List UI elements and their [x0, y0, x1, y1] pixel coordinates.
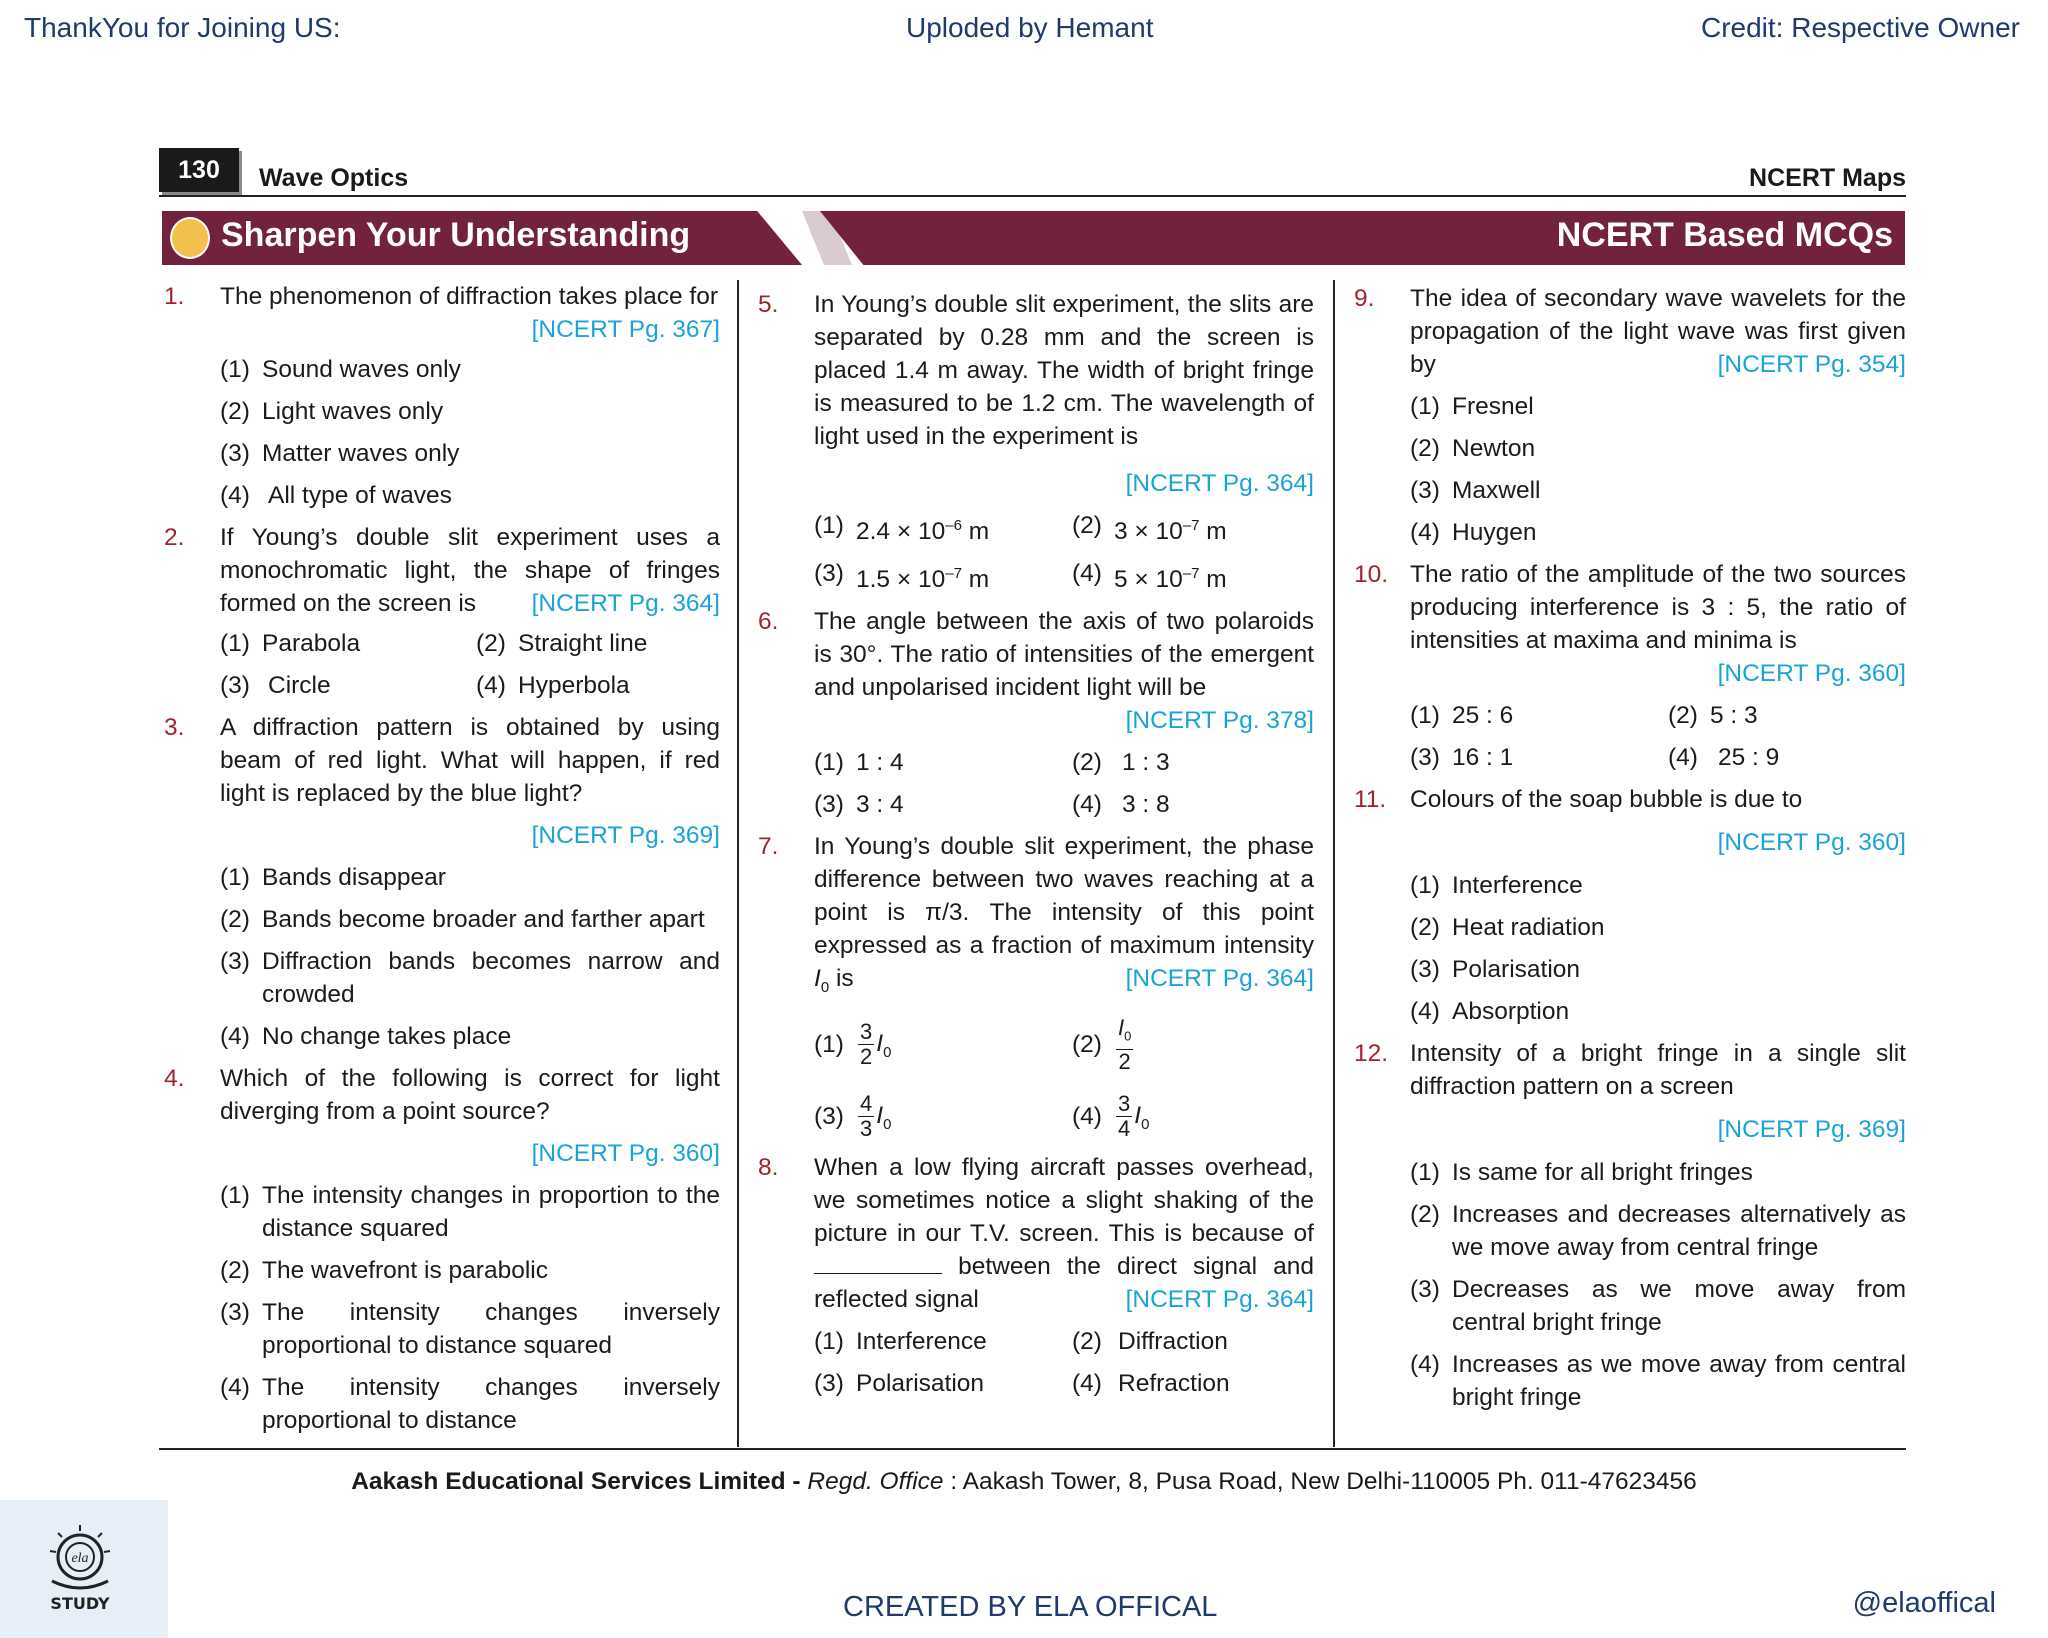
option-label: (4)	[476, 672, 506, 699]
question-number: 2.	[164, 524, 185, 551]
option-text: Increases and decreases alternatively as we move away from central fringe	[1452, 1201, 1906, 1261]
question-10	[1354, 558, 1906, 690]
ncert-ref: [NCERT Pg. 360]	[1717, 660, 1906, 687]
ncert-ref: [NCERT Pg. 360]	[1717, 829, 1906, 856]
question-number: 3.	[164, 714, 185, 741]
option-text: Absorption	[1452, 998, 1570, 1025]
question-text: When a low flying aircraft passes overhead, we sometimes notice a slight shaking of the picture in our T.V. screen. This is because of	[814, 1153, 1314, 1247]
option-label: (1)	[814, 749, 844, 777]
option-label: (4)	[1072, 1369, 1102, 1397]
option-text: 3 : 4	[856, 791, 904, 819]
question-text: The angle between the axis of two polaroids is 30°. The ratio of intensities of the emergent and unpolarised incident light will be	[814, 608, 1314, 702]
ncert-ref: [NCERT Pg. 364]	[531, 590, 720, 617]
chapter-title: Wave Optics	[259, 164, 409, 192]
option-label: (3)	[220, 948, 250, 975]
option-label: (1)	[1410, 1159, 1440, 1186]
option-label: (3)	[1410, 744, 1440, 771]
question-7: 7. In Young’s double slit experiment, the phase difference between two waves reaching at a point is π/3. The intensity of this point expressed as a fraction of maximum intensity $I_0$ is [NCERT Pg. 364]	[758, 830, 1314, 1004]
option-label: (4)	[1410, 519, 1440, 546]
question-1	[164, 280, 720, 346]
option-text: Parabola	[262, 630, 361, 657]
option-text: Bands disappear	[262, 864, 446, 891]
option-label: (1)	[220, 1182, 250, 1209]
option-label: (1)	[814, 512, 844, 539]
ncert-ref: [NCERT Pg. 369]	[531, 822, 720, 849]
option-label: (2)	[220, 1257, 250, 1284]
created-by-text: CREATED BY ELA OFFICAL	[843, 1591, 1218, 1623]
svg-text:STUDY: STUDY	[50, 1594, 110, 1613]
option-text: Diffraction bands becomes narrow and crowded	[262, 948, 720, 1008]
option-label: (4)	[220, 1374, 250, 1401]
option-text: Decreases as we move away from central bright fringe	[1452, 1276, 1906, 1336]
option-text: Sound waves only	[262, 356, 461, 383]
question-number: 9.	[1354, 285, 1375, 312]
top-left-text: ThankYou for Joining US:	[24, 12, 341, 43]
column-divider-1	[737, 280, 739, 1447]
option-text: Is same for all bright fringes	[1452, 1159, 1753, 1186]
option-label: (2)	[220, 906, 250, 933]
option-text: Increases as we move away from central bright fringe	[1452, 1351, 1906, 1411]
option-text: 16 : 1	[1452, 744, 1514, 771]
option-label: (3)	[1410, 1276, 1440, 1303]
option-text: Matter waves only	[262, 440, 460, 467]
option-text: Straight line	[518, 630, 648, 657]
option-text: Light waves only	[262, 398, 444, 425]
question-text: If Young’s double slit experiment uses a monochromatic light, the shape of fringes formed on the screen is	[220, 524, 720, 617]
option-text: Hyperbola	[518, 672, 630, 699]
question-text: The phenomenon of diffraction takes place for	[220, 283, 719, 310]
option-text: 25 : 9	[1718, 744, 1780, 771]
ncert-ref: [NCERT Pg. 364]	[1125, 470, 1314, 497]
option-text: 3 : 8	[1122, 791, 1170, 819]
banner-right-title: NCERT Based MCQs	[1556, 216, 1893, 254]
option-label: (1)	[1410, 872, 1440, 899]
option-text: Heat radiation	[1452, 914, 1605, 941]
question-number: 6.	[758, 608, 779, 636]
question-number: 1.	[164, 283, 185, 310]
question-6	[758, 605, 1314, 737]
book-title: NCERT Maps	[1749, 164, 1906, 192]
option-label: (3)	[220, 440, 250, 467]
option-text: The intensity changes inversely proportional to distance	[262, 1374, 720, 1434]
option-label: (4)	[1668, 744, 1698, 771]
column-divider-2	[1333, 280, 1335, 1447]
footer-rule	[159, 1448, 1906, 1450]
svg-text:ela: ela	[71, 1551, 89, 1566]
option-text: $5 \times 10^{-7}$ m	[1114, 565, 1227, 594]
intensity-symbol: I	[814, 965, 821, 993]
option-text: Huygen	[1452, 519, 1537, 546]
option-label: (3)	[814, 1369, 844, 1397]
handle-text: @elaoffical	[1852, 1587, 1996, 1619]
footer-address	[0, 1468, 2048, 1496]
option-label: (4)	[1072, 560, 1102, 588]
option-text: Diffraction	[1118, 1327, 1228, 1355]
option-label: (3)	[814, 1102, 844, 1130]
ncert-ref: [NCERT Pg. 378]	[1125, 707, 1314, 735]
option-text: Interference	[1452, 872, 1583, 899]
question-number: 11.	[1354, 786, 1387, 813]
option-fraction: $\frac{3}{4}$ $I_0$	[1118, 1090, 1150, 1141]
footer-regd: Regd. Office	[807, 1468, 944, 1495]
option-label: (2)	[1072, 1327, 1102, 1355]
ela-study-logo	[30, 1515, 130, 1615]
option-text: Circle	[268, 672, 331, 699]
option-label: (2)	[476, 630, 506, 657]
top-center-text: Uploded by Hemant	[906, 12, 1154, 43]
option-text: Maxwell	[1452, 477, 1541, 504]
footer-company: Aakash Educational Services Limited -	[351, 1468, 801, 1495]
column-3	[1354, 282, 1906, 1423]
question-4	[164, 1062, 720, 1170]
option-label: (2)	[220, 398, 250, 425]
banner-left-title: Sharpen Your Understanding	[221, 216, 691, 254]
ncert-ref: [NCERT Pg. 364]	[1125, 965, 1314, 993]
question-5	[758, 288, 1314, 500]
option-label: (1)	[220, 630, 250, 657]
option-label: (3)	[814, 791, 844, 819]
option-label: (1)	[220, 356, 250, 383]
option-text: $2.4 \times 10^{-6}$ m	[856, 517, 990, 546]
option-text: Refraction	[1118, 1369, 1230, 1397]
option-label: (3)	[220, 672, 250, 699]
column-2	[758, 288, 1314, 1409]
question-text-tail: is	[835, 965, 854, 993]
ncert-ref: [NCERT Pg. 354]	[1717, 351, 1906, 378]
option-label: (2)	[1410, 1201, 1440, 1228]
option-label: (1)	[814, 1327, 844, 1355]
option-label: (1)	[814, 1031, 844, 1059]
option-label: (2)	[1668, 702, 1698, 729]
ncert-ref: [NCERT Pg. 367]	[531, 316, 720, 343]
option-label: (1)	[1410, 702, 1440, 729]
question-9	[1354, 282, 1906, 381]
option-label: (2)	[1410, 914, 1440, 941]
option-text: 1 : 3	[1122, 749, 1170, 777]
question-number: 5.	[758, 291, 779, 318]
option-text: The intensity changes in proportion to the distance squared	[262, 1182, 720, 1242]
header-rule	[159, 195, 1906, 197]
option-label: (4)	[1410, 1351, 1440, 1378]
option-text: No change takes place	[262, 1023, 512, 1050]
option-label: (2)	[1072, 1031, 1102, 1059]
option-text: 1 : 4	[856, 749, 904, 777]
option-label: (3)	[1410, 477, 1440, 504]
ncert-ref: [NCERT Pg. 369]	[1717, 1116, 1906, 1143]
option-text: $1.5 \times 10^{-7}$ m	[856, 565, 990, 594]
option-text: Polarisation	[1452, 956, 1581, 983]
ncert-ref: [NCERT Pg. 364]	[1125, 1285, 1314, 1313]
option-text: The wavefront is parabolic	[262, 1257, 548, 1284]
question-3	[164, 711, 720, 852]
question-text: In Young’s double slit experiment, the slits are separated by 0.28 mm and the screen is placed 1.4 m away. The width of bright fringe is measured to be 1.2 cm. The wavelength of light used in the experiment is	[814, 291, 1314, 450]
option-label: (2)	[1410, 435, 1440, 462]
option-label: (4)	[220, 482, 250, 509]
option-label: (4)	[220, 1023, 250, 1050]
question-12	[1354, 1037, 1906, 1146]
question-text: Which of the following is correct for light diverging from a point source?	[220, 1065, 720, 1125]
fill-blank	[814, 1251, 942, 1274]
question-11	[1354, 783, 1906, 859]
option-text: Newton	[1452, 435, 1536, 462]
question-8	[758, 1151, 1314, 1316]
question-number: 7.	[758, 833, 779, 861]
question-text: Colours of the soap bubble is due to	[1410, 786, 1803, 813]
option-fraction: $\frac{3}{2}$ $I_0$	[860, 1019, 892, 1070]
option-text: Fresnel	[1452, 393, 1534, 420]
question-text-tail: between the direct signal and reflected signal	[814, 1252, 1314, 1313]
option-text: $3 \times 10^{-7}$ m	[1114, 517, 1227, 546]
option-label: (4)	[1072, 791, 1102, 819]
option-label: (3)	[220, 1299, 250, 1326]
option-text: 25 : 6	[1452, 702, 1514, 729]
question-text: The ratio of the amplitude of the two sources producing interference is 3 : 5, the ratio of intensities at maxima and minima is	[1410, 561, 1906, 654]
option-text: 5 : 3	[1710, 702, 1758, 729]
option-label: (1)	[220, 864, 250, 891]
option-text: Bands become broader and farther apart	[262, 906, 705, 933]
option-label: (3)	[1410, 956, 1440, 983]
option-label: (3)	[814, 560, 844, 588]
question-text: In Young’s double slit experiment, the phase difference between two waves reaching at a point is π/3. The intensity of this point expressed as a fraction of maximum intensity	[814, 833, 1314, 960]
option-text: Polarisation	[856, 1369, 985, 1397]
option-text: All type of waves	[268, 482, 452, 509]
question-number: 12.	[1354, 1040, 1389, 1067]
footer-address-text: : Aakash Tower, 8, Pusa Road, New Delhi-110005 Ph. 011-47623456	[950, 1468, 1697, 1495]
question-text: A diffraction pattern is obtained by using beam of red light. What will happen, if red light is replaced by the blue light?	[220, 714, 720, 807]
column-1	[164, 280, 720, 1446]
question-number: 10.	[1354, 561, 1389, 588]
option-label: (2)	[1072, 749, 1102, 777]
bulb-icon	[170, 217, 210, 259]
option-label: (4)	[1410, 998, 1440, 1025]
question-text: The idea of secondary wave wavelets for the propagation of the light wave was first given by	[1410, 285, 1906, 378]
page-number: 130	[159, 148, 239, 192]
top-right-text: Credit: Respective Owner	[1700, 12, 2020, 43]
option-text: Interference	[856, 1327, 987, 1355]
question-number: 8.	[758, 1153, 779, 1181]
ncert-ref: [NCERT Pg. 360]	[531, 1140, 720, 1167]
option-label: (1)	[1410, 393, 1440, 420]
option-text: The intensity changes inversely proportional to distance squared	[262, 1299, 720, 1359]
question-2	[164, 521, 720, 620]
option-fraction: $\frac{I_0}{2}$	[1118, 1015, 1132, 1074]
question-number: 4.	[164, 1065, 185, 1092]
option-label: (2)	[1072, 512, 1102, 539]
question-text: Intensity of a bright fringe in a single slit diffraction pattern on a screen	[1410, 1040, 1906, 1100]
option-label: (4)	[1072, 1102, 1102, 1130]
option-fraction: $\frac{4}{3}$ $I_0$	[860, 1090, 892, 1141]
